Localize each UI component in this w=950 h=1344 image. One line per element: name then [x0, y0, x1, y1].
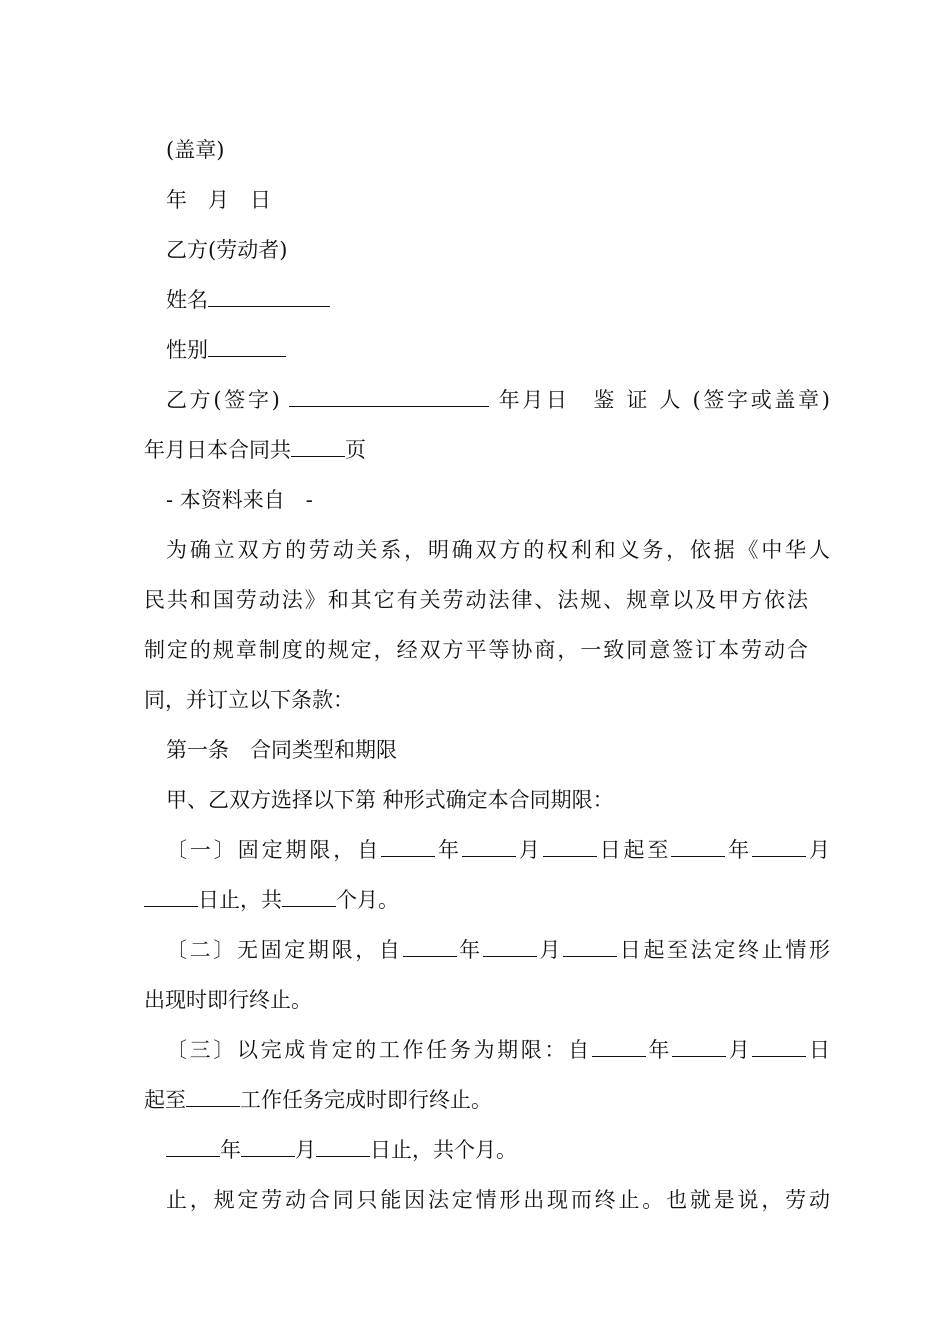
preamble-line-4: 同，并订立以下条款： — [144, 688, 354, 712]
signature-line: 乙方(签字) 年月日 鉴 证 人 (签字或盖章) — [166, 388, 830, 412]
preamble-line-3: 制定的规章制度的规定，经双方平等协商，一致同意签订本劳动合 — [144, 638, 808, 662]
page-count-line: 年月日本合同共 页 — [144, 438, 366, 462]
gender-blank — [208, 338, 286, 357]
name-blank — [208, 288, 330, 307]
open-term-line-1: 〔二〕无固定期限，自 年 月 日起至法定终止情形 — [166, 938, 831, 962]
gender-field: 性别 — [144, 337, 830, 363]
fixed-term-line-2: 日止，共 个月。 — [144, 887, 808, 913]
open-term-line-2: 出现时即行终止。 — [144, 988, 312, 1012]
preamble-line-2: 民共和国劳动法》和其它有关劳动法律、法规、规章以及甲方依法 — [144, 588, 808, 612]
term-selection-line: 甲、乙双方选择以下第 种形式确定本合同期限： — [166, 788, 614, 812]
source-note: - 本资料来自 - — [166, 488, 313, 512]
fixed-term-line-1: 〔一〕固定期限，自 年 月 日起至 年 月 — [166, 838, 831, 862]
date-line: 年 月 日 — [166, 188, 271, 212]
name-field: 姓名 — [144, 287, 830, 313]
period-line: 年 月 日止，共个月。 — [144, 1137, 830, 1163]
explanation-line: 止，规定劳动合同只能因法定情形出现而终止。也就是说，劳动 — [166, 1188, 830, 1212]
party-b-heading: 乙方(劳动者) — [166, 238, 288, 262]
task-term-line-2: 起至 工作任务完成时即行终止。 — [144, 1088, 492, 1112]
signature-blank — [289, 388, 489, 407]
article-1-heading: 第一条 合同类型和期限 — [166, 738, 397, 762]
preamble-line-1: 为确立双方的劳动关系，明确双方的权利和义务，依据《中华人 — [166, 538, 830, 562]
page-count-blank — [291, 438, 345, 457]
seal-line: (盖章) — [166, 138, 225, 162]
task-term-line-1: 〔三〕以完成肯定的工作任务为期限：自 年 月 日 — [166, 1038, 831, 1062]
